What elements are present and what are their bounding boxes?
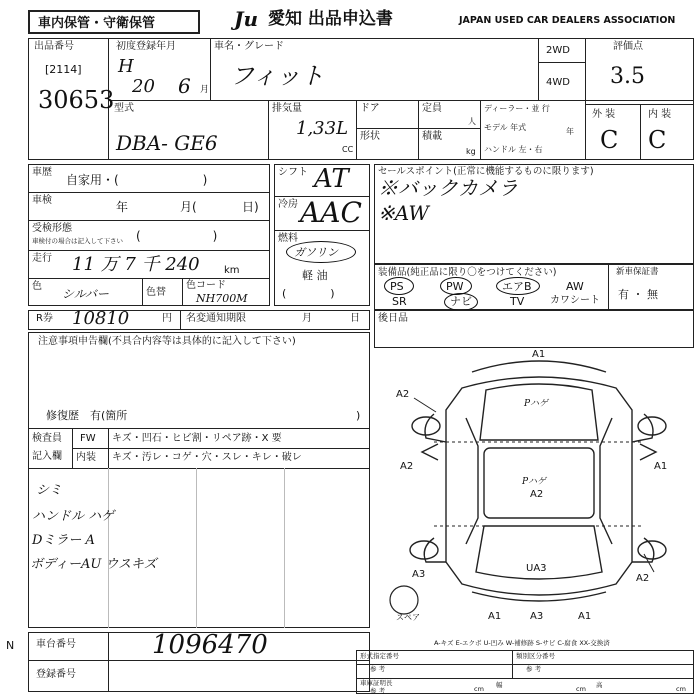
diag-hood-a2: A2 — [530, 489, 544, 500]
fuel-other: 軽 油 — [302, 269, 328, 282]
capacity-label: 定員 — [422, 103, 442, 114]
inspection-label: 車検 — [32, 195, 52, 206]
width-label: 幅 — [496, 681, 503, 689]
inspector-note-1: シミ — [36, 483, 63, 498]
handle-label: ハンドル 左・右 — [484, 145, 543, 154]
back-date-label: 後日品 — [378, 313, 408, 324]
equip-airbag: エアB — [502, 280, 532, 293]
history-value: 自家用・( ) — [66, 173, 208, 187]
inspector-note-4: ボディーAU ウスキズ — [30, 557, 157, 572]
check-fw: FW — [80, 433, 96, 444]
storage-box — [28, 10, 200, 34]
dealer-label: ディーラー・並 行 — [484, 104, 550, 113]
type-value: DBA- GE6 — [116, 131, 218, 155]
check-row-2: キズ・汚レ・コゲ・穴・スレ・キレ・破レ — [112, 452, 302, 463]
recycle-unit: 円 — [162, 313, 172, 324]
transfer-month: 月 — [302, 313, 312, 324]
reg-month-unit: 月 — [200, 85, 210, 95]
margin-mark: N — [6, 639, 15, 652]
fuel-selected: ガソリン — [294, 246, 338, 259]
chassis-label: 車台番号 — [36, 639, 76, 650]
repair-label: 修復歴 有(箇所 — [46, 409, 128, 422]
diag-a2-left: A2 — [400, 461, 414, 472]
grade-value: 3.5 — [610, 64, 645, 89]
car-diagram — [374, 348, 694, 628]
recycle-label: R券 — [36, 313, 53, 324]
acceptance-label: 受検形態 — [32, 223, 72, 234]
height-label: 高 — [596, 681, 603, 689]
acceptance-sub: 車検付の場合は記入して下さい — [32, 237, 123, 245]
check-naisou: 内装 — [76, 452, 96, 463]
new-car-warranty-label: 新車保証書 — [616, 267, 659, 277]
grade-label: 評価点 — [613, 41, 643, 52]
diag-a3-bottom: A3 — [530, 611, 544, 622]
diag-a2-left-top: A2 — [396, 389, 410, 400]
storage-text: 車内保管・守衛保管 — [38, 16, 156, 31]
notes-block — [28, 332, 370, 628]
ref-1: 参 考 — [370, 665, 386, 673]
length-label: 車庫証明長 — [360, 679, 393, 687]
diag-a1-top: A1 — [532, 349, 546, 360]
height-unit: cm — [676, 685, 686, 693]
shift-value: AT — [314, 164, 349, 194]
reg-era: H — [118, 56, 134, 77]
diag-a1-bottom: A1 — [488, 611, 502, 622]
shift-label: シフト — [278, 167, 308, 178]
model-grade-label: 車名・グレード — [214, 41, 284, 52]
aircon-label: 冷房 — [278, 199, 298, 210]
repair-end: ) — [356, 409, 361, 422]
displacement-label: 排気量 — [272, 103, 302, 114]
selling-points-label: セールスポイント(正常に機能するものに限ります) — [378, 166, 594, 177]
displacement-value: 1,33L — [296, 118, 349, 139]
diagram-legend: A-キズ E-エクボ U-凹み W-補修跡 S-サビ C-腐食 XX-交換済 — [434, 639, 610, 647]
diag-a1-right: A1 — [654, 461, 668, 472]
ref-3: 参 考 — [370, 687, 386, 695]
fuel-label: 燃料 — [278, 233, 298, 244]
check-label-2: 記入欄 — [32, 451, 62, 462]
color-value: シルバー — [62, 287, 109, 301]
transfer-day: 日 — [350, 313, 360, 324]
length-unit: cm — [474, 685, 484, 693]
mileage-unit: km — [224, 265, 240, 276]
inspector-note-3: Dミラー A — [32, 533, 95, 548]
inspection-day: 日) — [242, 200, 259, 214]
diag-spare: スペア — [396, 613, 420, 622]
ju-logo: Ju — [234, 7, 259, 31]
drive-4wd: 4WD — [546, 77, 570, 88]
inspection-month: 月( — [180, 200, 197, 214]
equipment-label: 装備品(純正品に限り〇をつけてください) — [378, 267, 557, 278]
lot-label: 出品番号 — [34, 41, 74, 52]
selling-line-2: ※AW — [378, 201, 429, 225]
equip-leather-seat: カワシート — [550, 295, 600, 306]
inspector-note-2: ハンドル ハゲ — [32, 509, 115, 524]
acceptance-paren: ( ) — [136, 229, 218, 243]
model-name: フィット — [230, 62, 325, 90]
back-date-block — [374, 310, 694, 348]
mileage-label: 走行 — [32, 253, 52, 264]
exterior-value: C — [600, 126, 619, 154]
circle-ps — [384, 277, 414, 295]
form-number-label: 形式指定番号 — [360, 652, 399, 660]
fuel-paren: ( ) — [282, 287, 335, 300]
diag-roof-mark: Pハゲ — [524, 399, 549, 409]
type-label: 型式 — [114, 103, 134, 114]
equip-ps: PS — [390, 280, 404, 293]
association-name: JAPAN USED CAR DEALERS ASSOCIATION — [459, 15, 676, 26]
transfer-label: 名変通知期限 — [186, 313, 246, 324]
reg-year: 20 — [132, 76, 155, 97]
recycle-value: 10810 — [72, 308, 130, 329]
width-unit: cm — [576, 685, 586, 693]
aircon-value: AAC — [300, 196, 362, 229]
exterior-label: 外 装 — [592, 109, 616, 120]
cc-unit: CC — [342, 145, 354, 154]
class-number-label: 類別区分番号 — [516, 652, 555, 660]
equip-sr: SR — [392, 295, 407, 308]
equip-aw: AW — [566, 280, 584, 293]
check-row-1: キズ・凹石・ヒビ割・リペア跡・X 要 — [112, 433, 282, 444]
lot-number: 30653 — [38, 86, 115, 114]
form-title: 愛知 出品申込書 — [268, 9, 393, 29]
color-code-value: NH700M — [196, 292, 248, 305]
equip-navi: ナビ — [450, 295, 472, 308]
reg-number-label: 登録番号 — [36, 669, 76, 680]
interior-value: C — [648, 126, 667, 154]
diag-a1-bottom-right: A1 — [578, 611, 592, 622]
drive-2wd: 2WD — [546, 45, 570, 56]
diag-a2-right: A2 — [636, 573, 650, 584]
person-unit: 人 — [468, 117, 476, 126]
history-label: 車歴 — [32, 167, 52, 178]
kg-unit: kg — [466, 147, 476, 156]
inspection-year: 年 — [116, 200, 129, 214]
equip-pw: PW — [446, 280, 464, 293]
check-label-1: 検査員 — [32, 433, 62, 444]
load-label: 積載 — [422, 131, 442, 142]
car-diagram-svg — [374, 348, 694, 628]
year-unit: 年 — [566, 127, 574, 136]
new-car-warranty-value: 有 ・ 無 — [618, 288, 658, 301]
circle-airbag — [496, 277, 540, 295]
interior-label: 内 装 — [648, 109, 672, 120]
form-label: 形状 — [360, 131, 380, 142]
door-label: ドア — [360, 103, 380, 114]
first-reg-label: 初度登録年月 — [116, 41, 176, 52]
diag-hood-mark: Pハゲ — [522, 477, 547, 487]
diag-a3-left: A3 — [412, 569, 426, 580]
notes-label: 注意事項申告欄(不具合内容等は具体的に記入して下さい) — [38, 336, 296, 347]
reg-month: 6 — [178, 74, 191, 98]
color-label: 色 — [32, 281, 42, 292]
model-year-label: モデル 年式 — [484, 123, 527, 132]
circle-navi — [444, 293, 478, 311]
chassis-value: 1096470 — [152, 630, 268, 660]
ref-2: 参 考 — [526, 665, 542, 673]
equip-tv: TV — [510, 295, 525, 308]
fuel-selected-circle — [286, 241, 356, 263]
color-code-label: 色コード — [186, 280, 226, 291]
color-change-label: 色替 — [146, 287, 166, 298]
selling-line-1: ※バックカメラ — [378, 176, 518, 200]
lot-sub: [2114] — [45, 63, 82, 76]
mileage-value: 11 万 7 千 240 — [72, 254, 200, 275]
diag-trunk-mark: UA3 — [526, 563, 547, 574]
